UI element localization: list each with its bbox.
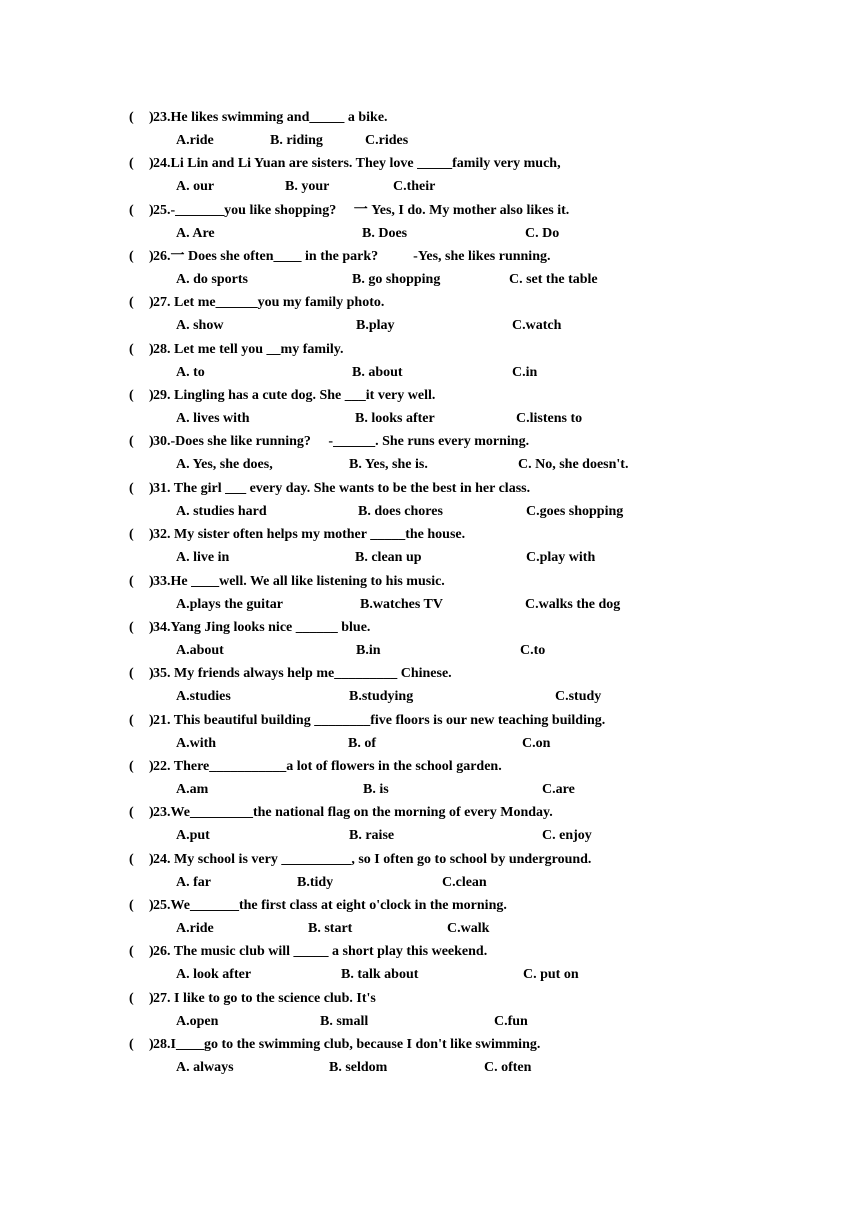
question-stem: He likes swimming and_____ a bike. bbox=[170, 110, 388, 125]
option-a: A.about bbox=[176, 642, 224, 658]
option-a: A.am bbox=[176, 781, 209, 797]
option-b: B.in bbox=[356, 642, 381, 658]
option-c: C.clean bbox=[442, 874, 487, 890]
answer-paren-close: ) bbox=[149, 341, 154, 357]
question-number-dot: . bbox=[167, 990, 171, 1006]
option-c: C.play with bbox=[526, 550, 596, 566]
option-a: A.ride bbox=[176, 133, 214, 148]
answer-paren-open: ( bbox=[129, 758, 134, 774]
question-text bbox=[153, 989, 376, 1009]
question-stem: Let me______you my family photo. bbox=[170, 295, 385, 311]
option-a: A. Are bbox=[176, 225, 215, 241]
answer-paren-close: ) bbox=[149, 712, 154, 728]
option-b: B. seldom bbox=[329, 1060, 388, 1075]
answer-paren-open: ( bbox=[129, 712, 134, 728]
option-a: A. our bbox=[176, 179, 215, 195]
question-number: 32 bbox=[153, 527, 167, 543]
question-text bbox=[153, 803, 553, 823]
question-text bbox=[153, 293, 384, 313]
question-number-dot: . bbox=[167, 110, 171, 125]
answer-paren-open: ( bbox=[129, 295, 134, 311]
question-number: 23 bbox=[153, 805, 167, 821]
option-c: C.their bbox=[393, 179, 436, 195]
option-b: B. of bbox=[348, 735, 376, 751]
option-c: C.watch bbox=[512, 318, 562, 334]
option-b: B. about bbox=[352, 364, 403, 380]
question-number: 34 bbox=[153, 619, 167, 635]
option-a: A. far bbox=[176, 874, 211, 890]
answer-paren-close: ) bbox=[149, 156, 154, 172]
option-c: C.in bbox=[512, 364, 538, 380]
question-number-dot: . bbox=[167, 666, 171, 682]
answer-paren-close: ) bbox=[149, 944, 154, 960]
answer-paren-close: ) bbox=[149, 573, 154, 589]
answer-paren-close: ) bbox=[149, 480, 154, 496]
question-number: 26 bbox=[153, 944, 167, 960]
answer-paren-close: ) bbox=[149, 110, 154, 125]
question-number: 26 bbox=[153, 249, 167, 265]
answer-paren-close: ) bbox=[149, 990, 154, 1006]
question-text bbox=[153, 525, 465, 545]
question-stem: Li Lin and Li Yuan are sisters. They love _____family very much, bbox=[170, 156, 561, 172]
option-a: A. always bbox=[176, 1060, 234, 1075]
question-text bbox=[153, 154, 561, 174]
option-c: C.listens to bbox=[516, 411, 583, 427]
question-number-dot: . bbox=[167, 202, 171, 218]
question-number-dot: . bbox=[167, 434, 171, 450]
option-c: C.rides bbox=[365, 133, 409, 148]
option-b: B. does chores bbox=[358, 503, 443, 519]
question-stem: -_______you like shopping? 一 Yes, I do. My mother also likes it. bbox=[170, 202, 570, 218]
question-text bbox=[153, 108, 388, 128]
answer-paren-open: ( bbox=[129, 666, 134, 682]
question-stem: There___________a lot of flowers in the school garden. bbox=[170, 758, 502, 774]
option-c: C.study bbox=[555, 689, 602, 705]
answer-paren-open: ( bbox=[129, 202, 134, 218]
answer-paren-close: ) bbox=[149, 202, 154, 218]
option-a: A. live in bbox=[176, 550, 230, 566]
question-number: 28 bbox=[153, 1037, 167, 1052]
option-c: C.fun bbox=[494, 1013, 528, 1029]
answer-paren-open: ( bbox=[129, 527, 134, 543]
answer-paren-open: ( bbox=[129, 480, 134, 496]
question-number-dot: . bbox=[167, 249, 171, 265]
question-number-dot: . bbox=[167, 388, 171, 404]
option-b: B.watches TV bbox=[360, 596, 443, 612]
question-number: 31 bbox=[153, 480, 167, 496]
question-stem: Yang Jing looks nice ______ blue. bbox=[170, 619, 371, 635]
option-b: B. raise bbox=[349, 828, 395, 844]
question-text bbox=[153, 850, 591, 870]
question-number-dot: . bbox=[167, 944, 171, 960]
question-number: 27 bbox=[153, 990, 167, 1006]
question-text bbox=[153, 479, 530, 499]
option-b: B. riding bbox=[270, 133, 323, 148]
option-a: A.open bbox=[176, 1013, 219, 1029]
question-text bbox=[153, 757, 502, 777]
question-stem: The girl ___ every day. She wants to be the best in her class. bbox=[170, 480, 531, 496]
answer-paren-close: ) bbox=[149, 295, 154, 311]
answer-paren-close: ) bbox=[149, 388, 154, 404]
answer-paren-close: ) bbox=[149, 851, 154, 867]
answer-paren-open: ( bbox=[129, 434, 134, 450]
option-c: C.walk bbox=[447, 921, 490, 936]
answer-paren-open: ( bbox=[129, 156, 134, 172]
option-c: C. Do bbox=[525, 225, 560, 241]
option-b: B. talk about bbox=[341, 967, 419, 983]
question-stem: My friends always help me_________ Chinese. bbox=[170, 666, 452, 682]
answer-paren-close: ) bbox=[149, 898, 154, 913]
answer-paren-open: ( bbox=[129, 990, 134, 1006]
option-b: B. Yes, she is. bbox=[349, 457, 428, 473]
option-c: C.goes shopping bbox=[526, 503, 624, 519]
option-b: B.tidy bbox=[297, 874, 334, 890]
option-b: B. start bbox=[308, 921, 353, 936]
option-c: C.to bbox=[520, 642, 546, 658]
answer-paren-close: ) bbox=[149, 249, 154, 265]
question-number: 30 bbox=[153, 434, 167, 450]
question-number: 25 bbox=[153, 898, 167, 913]
option-b: B. your bbox=[285, 179, 330, 195]
question-number-dot: . bbox=[167, 527, 171, 543]
option-a: A. do sports bbox=[176, 272, 248, 288]
option-c: C.on bbox=[522, 735, 551, 751]
answer-paren-close: ) bbox=[149, 1037, 154, 1052]
answer-paren-open: ( bbox=[129, 249, 134, 265]
question-number-dot: . bbox=[167, 156, 171, 172]
question-stem: My school is very __________, so I often go to school by underground. bbox=[170, 851, 592, 867]
question-number-dot: . bbox=[167, 619, 171, 635]
question-number-dot: . bbox=[167, 712, 171, 728]
question-number-dot: . bbox=[167, 805, 171, 821]
question-text bbox=[153, 1035, 540, 1055]
question-text bbox=[153, 711, 605, 731]
answer-paren-open: ( bbox=[129, 944, 134, 960]
question-number: 33 bbox=[153, 573, 167, 589]
question-number-dot: . bbox=[167, 1037, 171, 1052]
option-c: C.are bbox=[542, 781, 575, 797]
question-stem: Lingling has a cute dog. She ___it very well. bbox=[170, 388, 436, 404]
answer-paren-close: ) bbox=[149, 805, 154, 821]
option-a: A. look after bbox=[176, 967, 252, 983]
question-number: 23 bbox=[153, 110, 167, 125]
question-number-dot: . bbox=[167, 295, 171, 311]
question-number: 22 bbox=[153, 758, 167, 774]
option-a: A. lives with bbox=[176, 411, 250, 427]
option-a: A.studies bbox=[176, 689, 231, 705]
answer-paren-close: ) bbox=[149, 758, 154, 774]
option-b: B. small bbox=[320, 1013, 369, 1029]
option-a: A. Yes, she does, bbox=[176, 457, 273, 473]
option-c: C. often bbox=[484, 1060, 532, 1075]
question-stem: He ____well. We all like listening to his music. bbox=[170, 573, 445, 589]
question-number: 25 bbox=[153, 202, 167, 218]
question-number-dot: . bbox=[167, 341, 171, 357]
question-number: 28 bbox=[153, 341, 167, 357]
question-text bbox=[153, 432, 529, 452]
question-text bbox=[153, 247, 550, 267]
question-stem: I____go to the swimming club, because I don't like swimming. bbox=[170, 1037, 541, 1052]
question-stem: My sister often helps my mother _____the house. bbox=[170, 527, 466, 543]
option-c: C. No, she doesn't. bbox=[518, 457, 629, 473]
question-number: 24 bbox=[153, 851, 167, 867]
question-stem: -Does she like running? -______. She runs every morning. bbox=[170, 434, 530, 450]
answer-paren-open: ( bbox=[129, 851, 134, 867]
option-a: A. show bbox=[176, 318, 224, 334]
question-stem: We_________the national flag on the morning of every Monday. bbox=[170, 805, 553, 821]
answer-paren-open: ( bbox=[129, 388, 134, 404]
question-text bbox=[153, 572, 445, 592]
answer-paren-close: ) bbox=[149, 619, 154, 635]
question-number: 29 bbox=[153, 388, 167, 404]
answer-paren-open: ( bbox=[129, 573, 134, 589]
answer-paren-open: ( bbox=[129, 898, 134, 913]
answer-paren-open: ( bbox=[129, 341, 134, 357]
option-a: A.put bbox=[176, 828, 210, 844]
option-b: B. clean up bbox=[355, 550, 422, 566]
question-text bbox=[153, 201, 569, 221]
option-b: B. is bbox=[363, 781, 389, 797]
question-text bbox=[153, 942, 487, 962]
question-stem: I like to go to the science club. It's bbox=[170, 990, 376, 1006]
question-text bbox=[153, 896, 507, 916]
option-b: B.play bbox=[356, 318, 395, 334]
answer-paren-close: ) bbox=[149, 527, 154, 543]
question-number: 21 bbox=[153, 712, 167, 728]
option-a: A. to bbox=[176, 364, 205, 380]
question-stem: This beautiful building ________five floors is our new teaching building. bbox=[170, 712, 606, 728]
option-a: A.plays the guitar bbox=[176, 596, 283, 612]
answer-paren-close: ) bbox=[149, 434, 154, 450]
question-number-dot: . bbox=[167, 480, 171, 496]
question-stem: 一 Does she often____ in the park? -Yes, she likes running. bbox=[170, 249, 551, 265]
question-text bbox=[153, 340, 344, 360]
option-b: B. go shopping bbox=[352, 272, 441, 288]
answer-paren-open: ( bbox=[129, 805, 134, 821]
option-c: C. put on bbox=[523, 967, 579, 983]
option-c: C. set the table bbox=[509, 272, 598, 288]
question-text bbox=[153, 386, 435, 406]
option-c: C. enjoy bbox=[542, 828, 592, 844]
option-a: A.with bbox=[176, 735, 217, 751]
question-text bbox=[153, 664, 452, 684]
option-c: C.walks the dog bbox=[525, 596, 621, 612]
question-number-dot: . bbox=[167, 758, 171, 774]
question-text bbox=[153, 618, 370, 638]
option-a: A.ride bbox=[176, 921, 214, 936]
answer-paren-open: ( bbox=[129, 619, 134, 635]
question-stem: Let me tell you __my family. bbox=[170, 341, 344, 357]
question-number-dot: . bbox=[167, 851, 171, 867]
option-b: B. looks after bbox=[355, 411, 435, 427]
question-number-dot: . bbox=[167, 573, 171, 589]
question-number: 24 bbox=[153, 156, 167, 172]
answer-paren-open: ( bbox=[129, 110, 134, 125]
option-b: B.studying bbox=[349, 689, 414, 705]
question-number: 27 bbox=[153, 295, 167, 311]
question-number: 35 bbox=[153, 666, 167, 682]
answer-paren-close: ) bbox=[149, 666, 154, 682]
option-a: A. studies hard bbox=[176, 503, 267, 519]
answer-paren-open: ( bbox=[129, 1037, 134, 1052]
question-number-dot: . bbox=[167, 898, 171, 913]
option-b: B. Does bbox=[362, 225, 408, 241]
question-stem: The music club will _____ a short play this weekend. bbox=[170, 944, 488, 960]
question-stem: We_______the first class at eight o'clock in the morning. bbox=[170, 898, 507, 913]
